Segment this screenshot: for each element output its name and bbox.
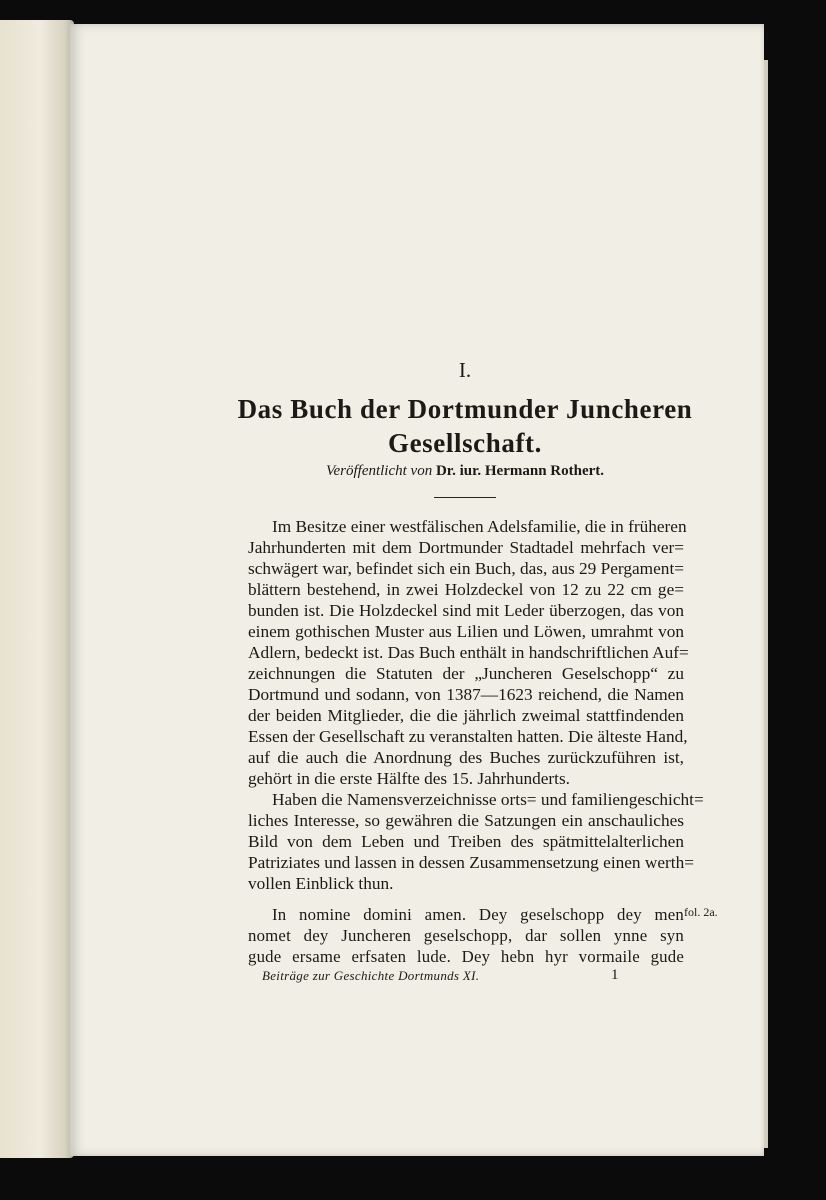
- title-line-1: Das Buch der Dortmunder Juncheren: [237, 394, 693, 424]
- paragraph-line: Adlern, bedeckt ist. Das Buch enthält in handschriftlichen Auf=: [248, 643, 689, 662]
- latin-line: In nomine domini amen. Dey geselschopp dey men: [272, 905, 684, 924]
- running-footer: Beiträge zur Geschichte Dortmunds XI.: [262, 968, 480, 983]
- facing-page: [0, 20, 74, 1158]
- paragraph-line: Im Besitze einer westfälischen Adelsfamilie, die in früheren: [272, 517, 687, 536]
- byline-author: Dr. iur. Hermann Rothert.: [435, 463, 605, 479]
- paragraph-line: Jahrhunderten mit dem Dortmunder Stadtadel mehrfach ver=: [248, 538, 684, 557]
- paragraph-line: Dortmund und sodann, von 1387—1623 reichend, die Namen: [248, 685, 684, 704]
- paragraph-line: liches Interesse, so gewähren die Satzungen ein anschauliches: [248, 811, 684, 830]
- paragraph-line: gehört in die erste Hälfte des 15. Jahrhunderts.: [248, 769, 571, 788]
- paragraph-line: schwägert war, befindet sich ein Buch, das, aus 29 Pergament=: [248, 559, 684, 578]
- paragraph-line: auf die auch die Anordnung des Buches zurückzuführen ist,: [248, 748, 684, 767]
- byline-prefix: Veröffentlicht von: [325, 463, 433, 479]
- paragraph-line: der beiden Mitglieder, die die jährlich zweimal stattfindenden: [248, 706, 684, 725]
- page-content: [70, 24, 764, 1156]
- paragraph-line: zeichnungen die Statuten der „Juncheren Geselschopp“ zu: [248, 664, 684, 683]
- paragraph-line: bunden ist. Die Holzdeckel sind mit Leder überzogen, das von: [248, 601, 684, 620]
- paragraph-line: Essen der Gesellschaft zu veranstalten hatten. Die älteste Hand,: [248, 727, 688, 746]
- paragraph-line: einem gothischen Muster aus Lilien und Löwen, umrahmt von: [248, 622, 684, 641]
- title-divider: [434, 497, 496, 498]
- paragraph-line: Haben die Namensverzeichnisse orts= und familiengeschicht=: [272, 790, 704, 809]
- latin-line: nomet dey Juncheren geselschopp, dar sollen ynne syn: [248, 926, 684, 945]
- latin-line: gude ersame erfsaten lude. Dey hebn hyr vormaile gude: [248, 947, 684, 966]
- book-page: [70, 24, 764, 1156]
- chapter-number: I.: [458, 358, 472, 382]
- title-line-2: Gesellschaft.: [387, 428, 543, 458]
- paragraph-line: vollen Einblick thun.: [248, 874, 394, 893]
- paragraph-line: Bild von dem Leben und Treiben des spätmittelalterlichen: [248, 832, 684, 851]
- margin-note: fol. 2a.: [684, 905, 718, 919]
- paragraph-line: Patriziates und lassen in dessen Zusammensetzung einen werth=: [248, 853, 694, 872]
- byline: [190, 463, 740, 480]
- signature-mark: 1: [611, 967, 619, 983]
- paragraph-line: blättern bestehend, in zwei Holzdeckel von 12 zu 22 cm ge=: [248, 580, 684, 599]
